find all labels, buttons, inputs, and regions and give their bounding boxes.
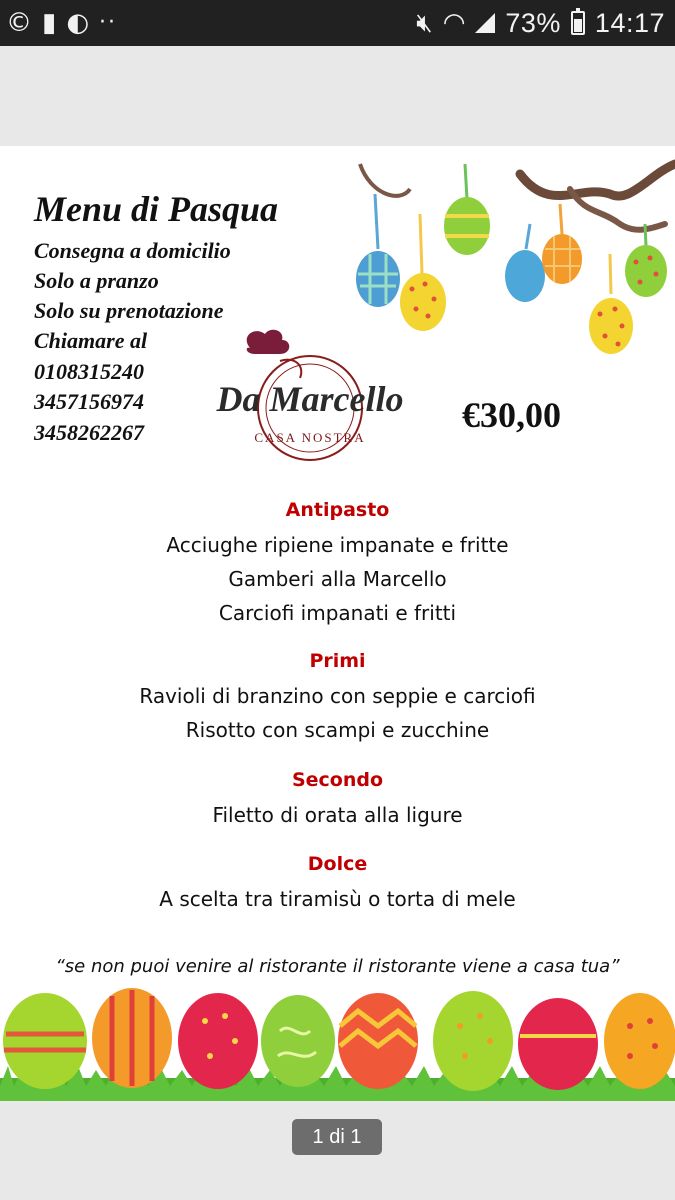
document-page[interactable] bbox=[0, 146, 675, 1101]
battery-percent: 73% bbox=[505, 7, 561, 38]
status-right-icons bbox=[416, 8, 665, 39]
battery-icon bbox=[571, 11, 585, 35]
copyright-icon: © bbox=[6, 8, 32, 38]
section-title-dolce: Dolce bbox=[307, 853, 368, 875]
dish-item: Acciughe ripiene impanate e fritte bbox=[166, 533, 509, 557]
section-title-antipasto: Antipasto bbox=[285, 499, 390, 521]
more-dots-icon: ·· bbox=[99, 10, 117, 35]
signal-icon bbox=[475, 13, 495, 33]
info-line: Solo a pranzo bbox=[34, 268, 159, 293]
dish-item: Ravioli di branzino con seppie e carciofi bbox=[139, 684, 536, 708]
easter-eggs-grass-illustration bbox=[0, 986, 675, 1101]
cup-icon: ▮ bbox=[42, 8, 57, 38]
info-line: Solo su prenotazione bbox=[34, 298, 224, 323]
section-title-secondo: Secondo bbox=[291, 769, 384, 791]
section-title-primi: Primi bbox=[309, 650, 366, 672]
dish-item: Gamberi alla Marcello bbox=[228, 567, 447, 591]
info-line: Chiamare al bbox=[34, 328, 148, 353]
logo-subtitle: CASA NOSTRA bbox=[254, 430, 366, 445]
status-bar bbox=[0, 0, 675, 46]
restaurant-logo bbox=[210, 326, 410, 466]
dish-item: Carciofi impanati e fritti bbox=[218, 601, 457, 625]
phone-number: 0108315240 bbox=[34, 359, 144, 384]
menu-price: €30,00 bbox=[462, 395, 561, 435]
phone-number: 3457156974 bbox=[34, 389, 144, 414]
info-line: Consegna a domicilio bbox=[34, 238, 231, 263]
status-left-icons bbox=[6, 10, 117, 36]
wifi-icon: ◠ bbox=[442, 8, 466, 38]
logo-name: Da Marcello bbox=[216, 379, 404, 419]
page-indicator: 1 di 1 bbox=[292, 1119, 382, 1155]
slogan-quote: “se non puoi venire al ristorante il ristorante viene a casa tua” bbox=[55, 956, 620, 977]
phone-number: 3458262267 bbox=[34, 420, 144, 445]
mute-icon: 🔇︎ bbox=[416, 8, 433, 38]
dish-item: Filetto di orata alla ligure bbox=[212, 803, 463, 827]
dish-item: A scelta tra tiramisù o torta di mele bbox=[159, 887, 516, 911]
vodafone-icon: ◐ bbox=[66, 8, 89, 38]
clock: 14:17 bbox=[594, 7, 665, 38]
dish-item: Risotto con scampi e zucchine bbox=[185, 718, 490, 742]
menu-title: Menu di Pasqua bbox=[34, 189, 279, 229]
